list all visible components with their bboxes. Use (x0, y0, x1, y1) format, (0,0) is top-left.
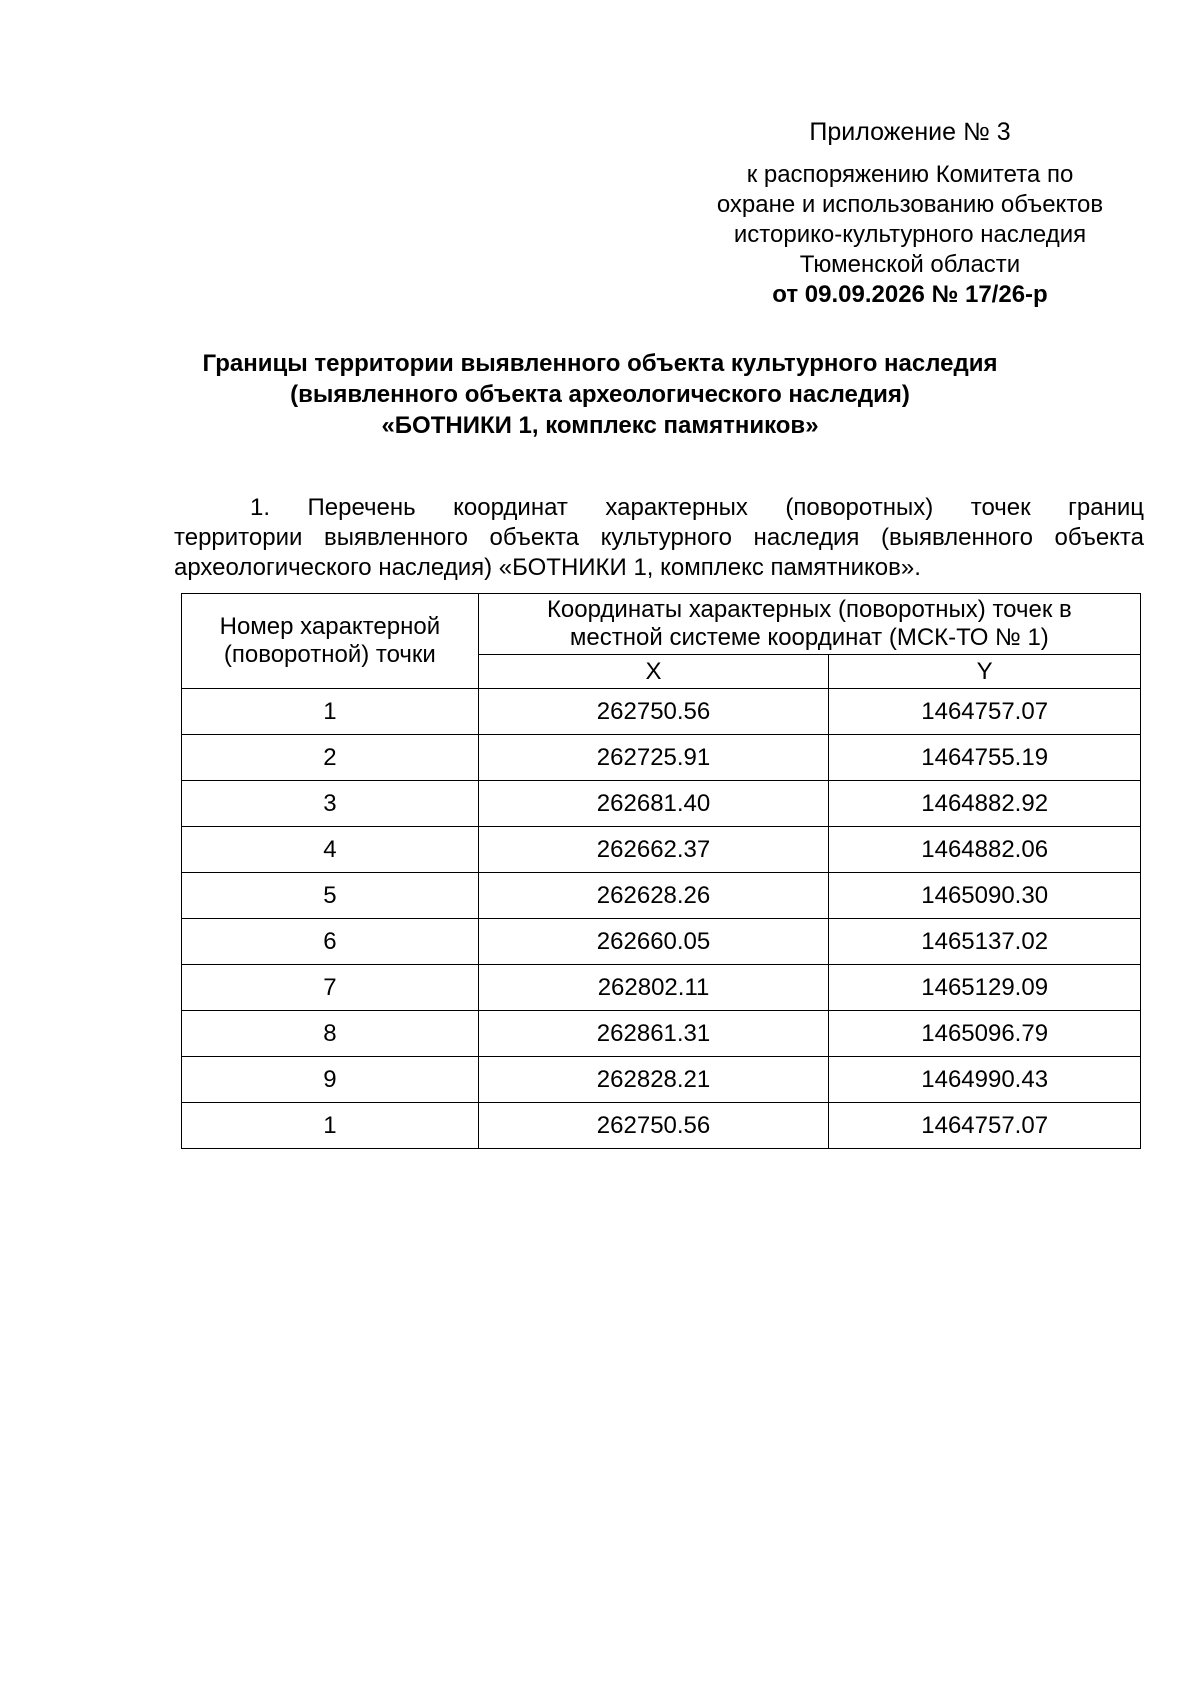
cell-x: 262750.56 (478, 689, 829, 735)
cell-y: 1464882.06 (829, 827, 1141, 873)
header-coordinates-line: Координаты характерных (поворотных) точек в (546, 596, 1072, 623)
appendix-date-number: от 09.09.2026 № 17/26-р (772, 281, 1048, 308)
header-coordinates-line: местной системе координат (МСК-ТО № 1) (569, 624, 1049, 651)
header-x: X (478, 655, 829, 689)
title-line: Границы территории выявленного объекта культурного наследия (202, 350, 998, 377)
cell-point: 1 (182, 689, 479, 735)
appendix-line: к распоряжению Комитета по (746, 161, 1074, 188)
paragraph-line: территории выявленного объекта культурного наследия (выявленного объекта (174, 524, 1144, 551)
cell-x: 262660.05 (478, 919, 829, 965)
cell-x: 262802.11 (478, 965, 829, 1011)
paragraph-line: 1. Перечень координат характерных (поворотных) точек границ (250, 494, 1144, 521)
cell-point: 6 (182, 919, 479, 965)
cell-x: 262628.26 (478, 873, 829, 919)
document-title (150, 348, 1050, 441)
cell-point: 9 (182, 1057, 479, 1103)
header-point-line: (поворотной) точки (223, 641, 436, 668)
paragraph-line: археологического наследия) «БОТНИКИ 1, комплекс памятников». (174, 554, 921, 581)
cell-y: 1464990.43 (829, 1057, 1141, 1103)
cell-y: 1464757.07 (829, 1103, 1141, 1149)
appendix-reference (690, 160, 1130, 310)
cell-point: 5 (182, 873, 479, 919)
header-point-line: Номер характерной (219, 613, 441, 640)
cell-point: 3 (182, 781, 479, 827)
cell-point: 1 (182, 1103, 479, 1149)
table-row (182, 873, 1141, 919)
table-row (182, 735, 1141, 781)
cell-y: 1465129.09 (829, 965, 1141, 1011)
cell-y: 1465090.30 (829, 873, 1141, 919)
table-row (182, 827, 1141, 873)
cell-point: 2 (182, 735, 479, 781)
paragraph-coordinates-list (174, 493, 1144, 583)
cell-y: 1464882.92 (829, 781, 1141, 827)
cell-x: 262750.56 (478, 1103, 829, 1149)
table-row (182, 965, 1141, 1011)
cell-x: 262861.31 (478, 1011, 829, 1057)
cell-y: 1465096.79 (829, 1011, 1141, 1057)
cell-y: 1464757.07 (829, 689, 1141, 735)
table-row (182, 781, 1141, 827)
appendix-line: историко-культурного наследия (733, 221, 1087, 248)
header-point-number (182, 594, 479, 689)
appendix-title: Приложение № 3 (809, 118, 1011, 146)
title-line: «БОТНИКИ 1, комплекс памятников» (381, 412, 819, 439)
header-y: Y (829, 655, 1141, 689)
table-row (182, 1011, 1141, 1057)
coordinates-table (181, 593, 1141, 1149)
cell-y: 1465137.02 (829, 919, 1141, 965)
cell-x: 262828.21 (478, 1057, 829, 1103)
cell-y: 1464755.19 (829, 735, 1141, 781)
table-row (182, 919, 1141, 965)
header-coordinates (478, 594, 1140, 655)
table-header-row (182, 594, 1141, 655)
cell-x: 262725.91 (478, 735, 829, 781)
appendix-line: Тюменской области (799, 251, 1021, 278)
cell-point: 8 (182, 1011, 479, 1057)
table-row (182, 1103, 1141, 1149)
title-line: (выявленного объекта археологического наследия) (290, 381, 910, 408)
table-row (182, 689, 1141, 735)
cell-point: 7 (182, 965, 479, 1011)
table-row (182, 1057, 1141, 1103)
cell-x: 262681.40 (478, 781, 829, 827)
appendix-line: охране и использованию объектов (716, 191, 1104, 218)
cell-x: 262662.37 (478, 827, 829, 873)
cell-point: 4 (182, 827, 479, 873)
